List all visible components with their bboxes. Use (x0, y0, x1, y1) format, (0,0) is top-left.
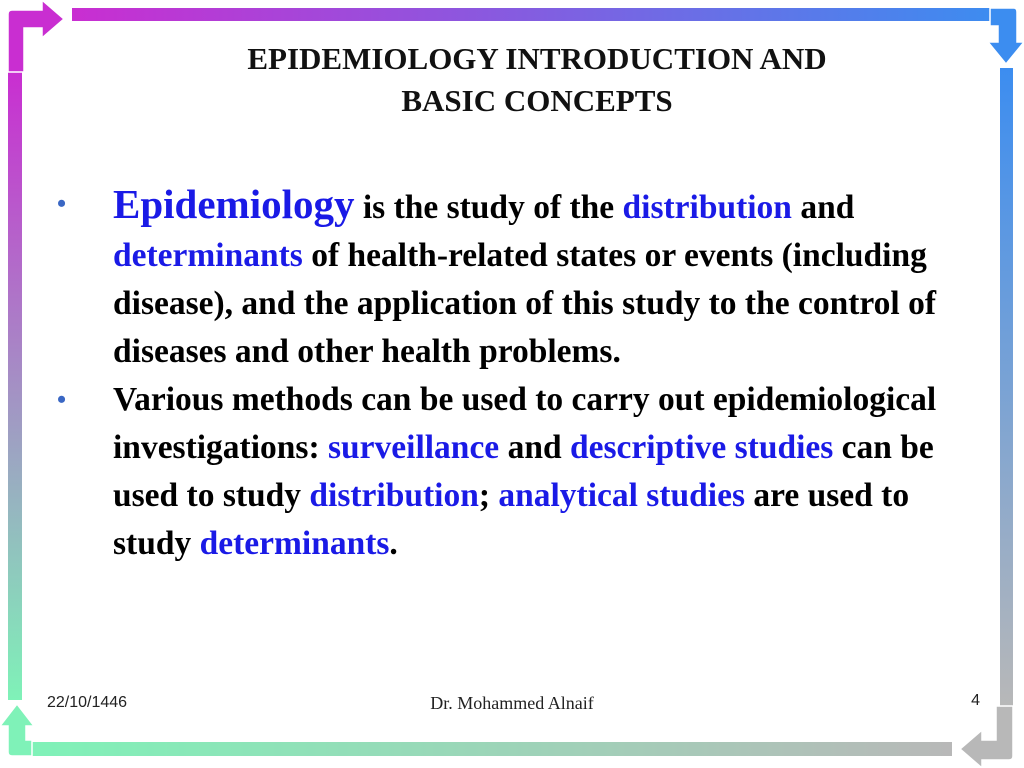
term-epidemiology: Epidemiology (113, 181, 355, 227)
bullet-text: ; (478, 477, 499, 514)
bullet-list (50, 180, 990, 568)
highlight-distribution: distribution (622, 189, 792, 226)
bullet-item-methods (50, 376, 990, 568)
highlight-distribution: distribution (309, 477, 479, 514)
highlight-determinants: determinants (199, 525, 390, 562)
highlight-analytical-studies: analytical studies (498, 477, 745, 514)
frame-top-bar (72, 8, 1000, 21)
bullet-dot-icon: • (57, 385, 67, 414)
arrow-corner-icon (988, 8, 1024, 64)
bullet-text: of health-related states or events (including disease), and the application of this study to the control of diseases and other health problems. (113, 237, 936, 370)
slide-number: 4 (971, 692, 980, 709)
arrow-corner-icon (0, 704, 34, 756)
slide-title (150, 38, 924, 122)
bullet-text: and (791, 189, 855, 226)
bullet-text: are used to study (113, 477, 910, 562)
highlight-determinants: determinants (113, 237, 303, 274)
frame-right-bar (1000, 68, 1013, 708)
frame-bottom-bar (30, 742, 952, 756)
bullet-dot-icon: • (57, 189, 67, 218)
bullet-item-definition (50, 180, 990, 376)
arrow-corner-icon (8, 0, 64, 72)
highlight-descriptive-studies: descriptive studies (569, 429, 834, 466)
slide-title-line-2: BASIC CONCEPTS (401, 83, 673, 118)
arrow-corner-icon (960, 706, 1013, 768)
bullet-text: . (389, 525, 398, 562)
frame-left-bar (8, 72, 22, 700)
bullet-text: Various methods can be used to carry out epidemiological investigations: (113, 381, 937, 466)
footer-date: 22/10/1446 (47, 694, 128, 711)
highlight-surveillance: surveillance (327, 429, 500, 466)
bullet-text: and (499, 429, 570, 466)
slide-title-line-1: EPIDEMIOLOGY INTRODUCTION AND (247, 41, 827, 76)
bullet-text: can be used to study (113, 429, 934, 514)
bullet-text: is the study of the (354, 189, 623, 226)
footer-author: Dr. Mohammed Alnaif (430, 693, 594, 713)
